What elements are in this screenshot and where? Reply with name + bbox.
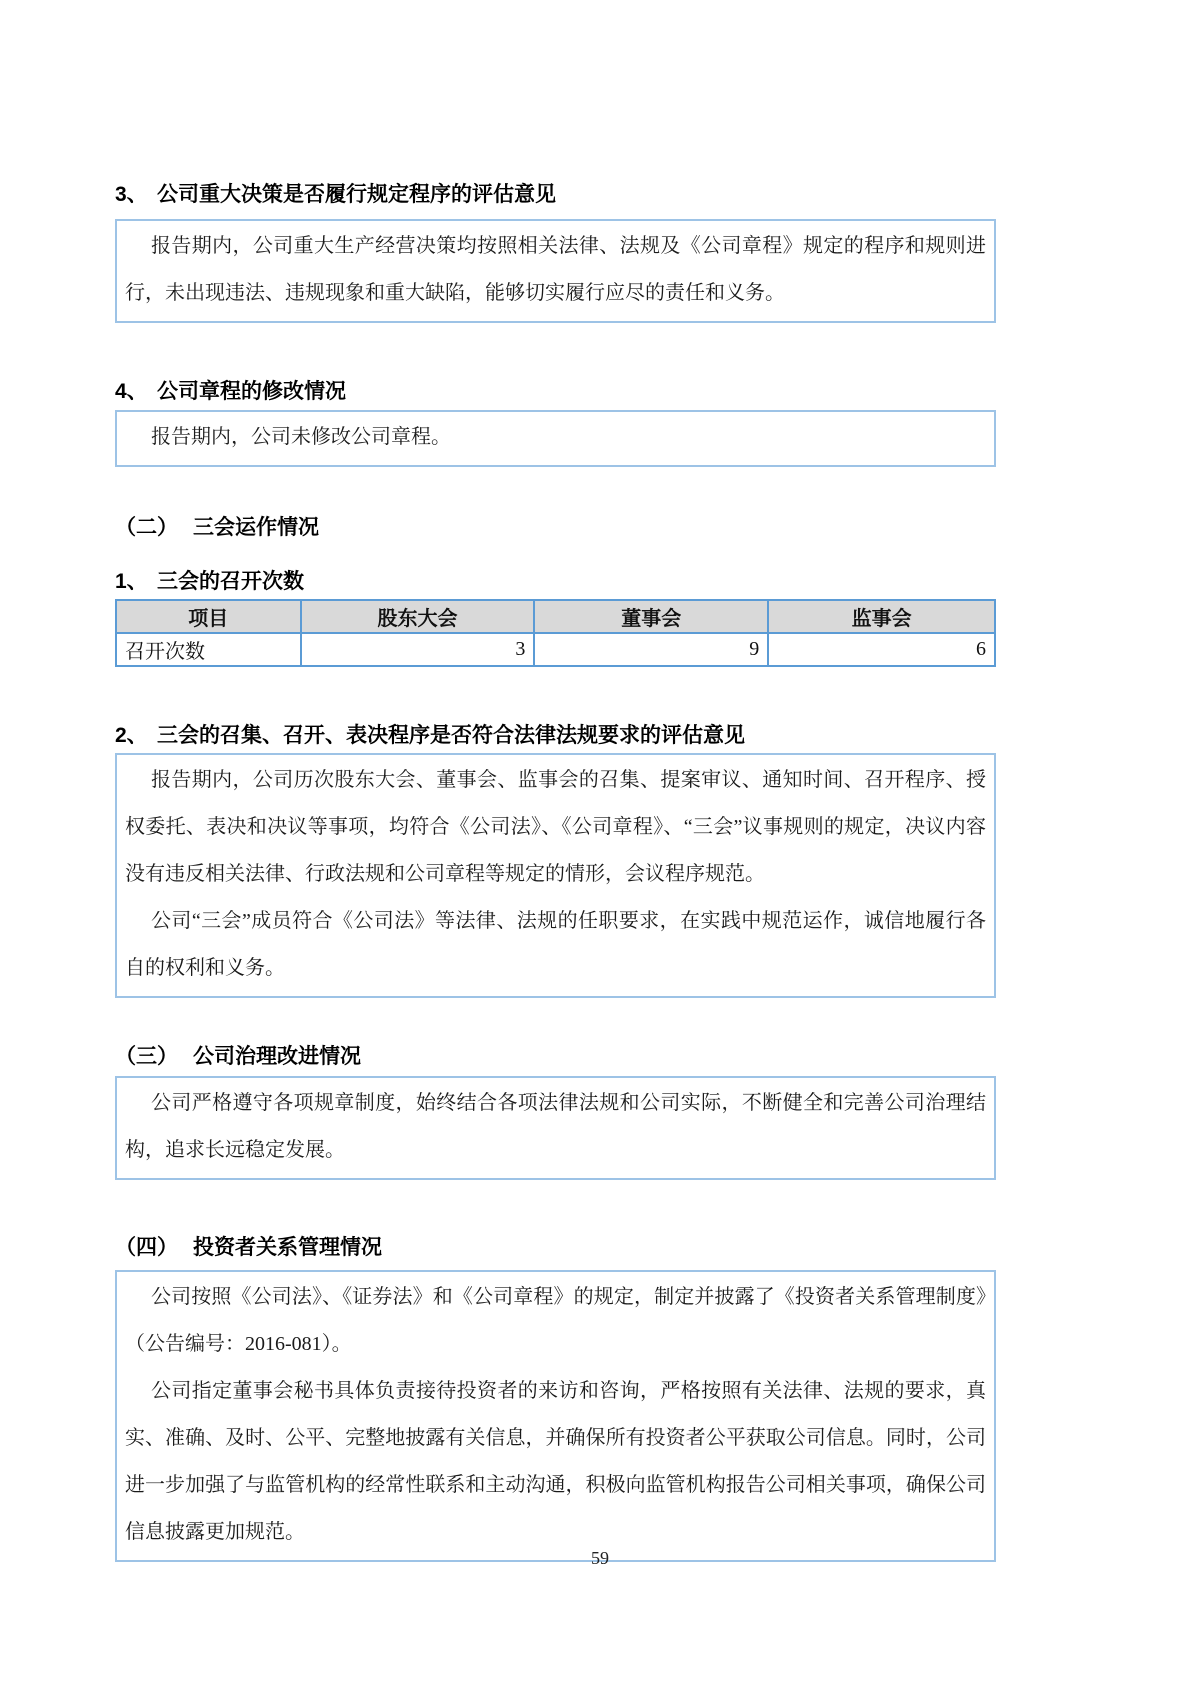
section-title: 三会的召开次数 xyxy=(157,570,304,593)
section-number: 3、 xyxy=(115,183,148,206)
document-page xyxy=(115,0,996,1562)
box-investor-relations xyxy=(115,1270,996,1562)
section-number: （二） xyxy=(115,516,178,539)
table-header-item: 项目 xyxy=(116,600,301,633)
cell-directors-count: 9 xyxy=(534,633,768,666)
page-number: 59 xyxy=(591,1548,609,1568)
row-label-meeting-times: 召开次数 xyxy=(116,633,301,666)
evaluation-box-major-decisions xyxy=(115,219,996,323)
section-title: 三会运作情况 xyxy=(193,516,319,539)
section-heading-part3 xyxy=(115,1044,996,1070)
table-row xyxy=(116,633,995,666)
section-title: 公司治理改进情况 xyxy=(193,1045,361,1068)
paragraph: 公司“三会”成员符合《公司法》等法律、法规的任职要求，在实践中规范运作，诚信地履行各自的权利和义务。 xyxy=(125,910,986,979)
section-title: 三会的召集、召开、表决程序是否符合法律法规要求的评估意见 xyxy=(157,724,745,747)
cell-supervisors-count: 6 xyxy=(768,633,995,666)
section-title: 公司章程的修改情况 xyxy=(157,380,346,403)
section-heading-part4 xyxy=(115,1235,996,1261)
paragraph: 报告期内，公司重大生产经营决策均按照相关法律、法规及《公司章程》规定的程序和规则进行，未出现违法、违规现象和重大缺陷，能够切实履行应尽的责任和义务。 xyxy=(125,235,986,304)
table-header-row xyxy=(116,600,995,633)
paragraph: 报告期内，公司历次股东大会、董事会、监事会的召集、提案审议、通知时间、召开程序、授权委托、表决和决议等事项，均符合《公司法》、《公司章程》、“三会”议事规则的规定，决议内容没有违反相关法律、行政法规和公司章程等规定的情形，会议程序规范。 xyxy=(125,769,986,885)
subsection-heading-2 xyxy=(115,723,996,749)
section-number: 1、 xyxy=(115,570,148,593)
paragraph: 公司指定董事会秘书具体负责接待投资者的来访和咨询，严格按照有关法律、法规的要求，真实、准确、及时、公平、完整地披露有关信息，并确保所有投资者公平获取公司信息。同时，公司进一步加强了与监管机构的经常性联系和主动沟通，积极向监管机构报告公司相关事项，确保公司信息披露更加规范。 xyxy=(125,1380,986,1543)
cell-shareholders-count: 3 xyxy=(301,633,535,666)
meeting-count-table xyxy=(115,599,996,667)
table-header-board-of-supervisors: 监事会 xyxy=(768,600,995,633)
section-number: 2、 xyxy=(115,724,148,747)
subsection-heading-1 xyxy=(115,569,996,595)
box-governance-improvement xyxy=(115,1076,996,1180)
table-header-shareholders-meeting: 股东大会 xyxy=(301,600,535,633)
section-number: 4、 xyxy=(115,380,148,403)
page-footer xyxy=(0,1548,1200,1569)
section-heading-part2 xyxy=(115,515,996,541)
table-header-board-of-directors: 董事会 xyxy=(534,600,768,633)
evaluation-box-three-meetings xyxy=(115,753,996,998)
paragraph: 公司按照《公司法》、《证券法》和《公司章程》的规定，制定并披露了《投资者关系管理制度》（公告编号：2016-081）。 xyxy=(125,1286,986,1355)
section-heading-4 xyxy=(115,379,996,405)
section-number: （三） xyxy=(115,1045,178,1068)
paragraph: 公司严格遵守各项规章制度，始终结合各项法律法规和公司实际，不断健全和完善公司治理结构，追求长远稳定发展。 xyxy=(125,1092,986,1161)
section-number: （四） xyxy=(115,1236,178,1259)
section-heading-3 xyxy=(115,182,996,208)
paragraph: 报告期内，公司未修改公司章程。 xyxy=(151,426,451,448)
section-title: 公司重大决策是否履行规定程序的评估意见 xyxy=(157,183,556,206)
section-title: 投资者关系管理情况 xyxy=(193,1236,382,1259)
evaluation-box-charter-amendment xyxy=(115,410,996,467)
